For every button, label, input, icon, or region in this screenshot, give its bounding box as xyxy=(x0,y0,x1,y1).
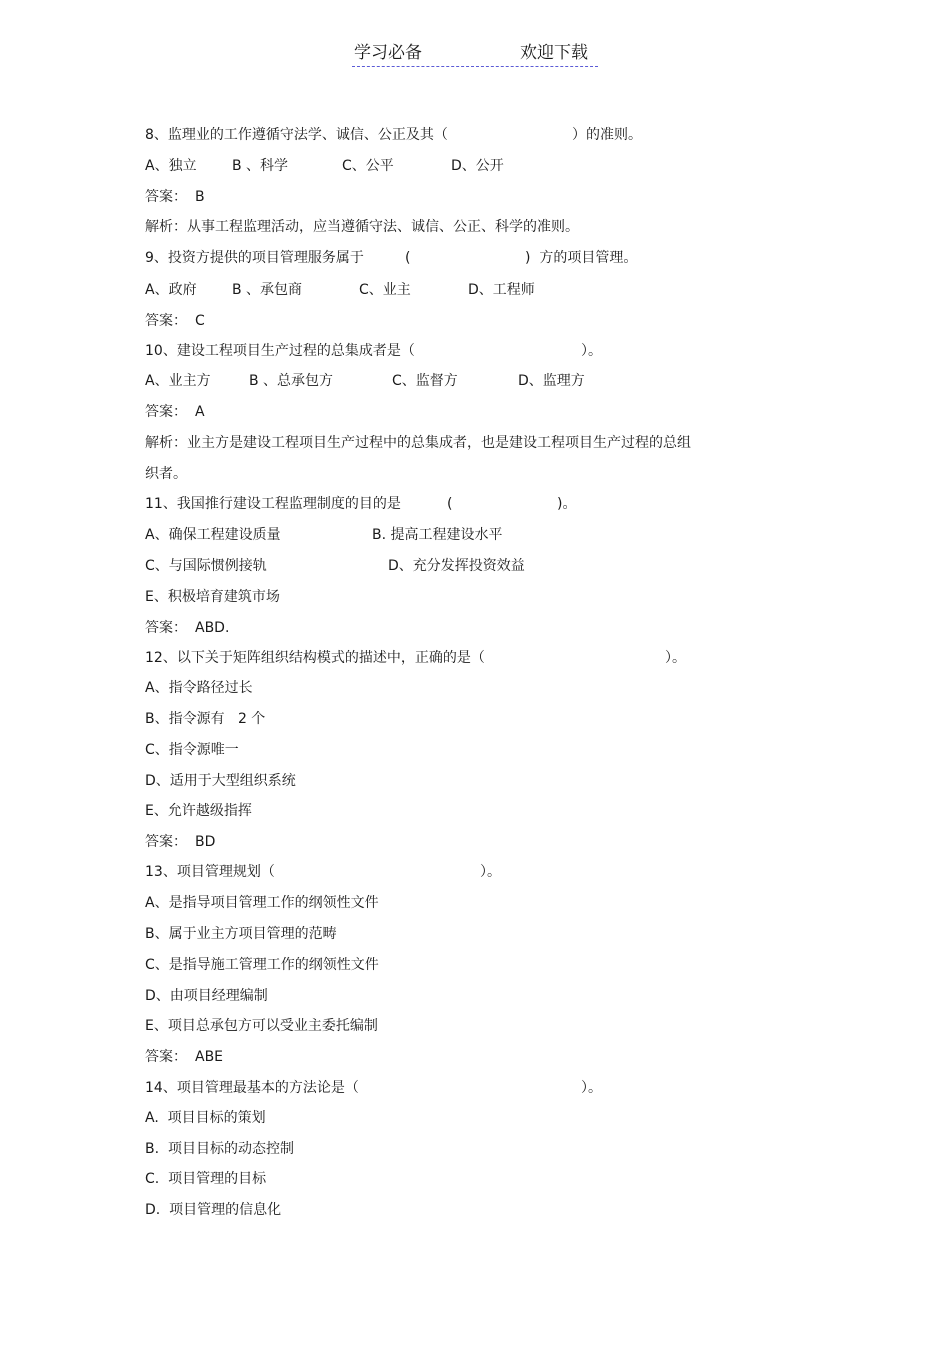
question-13-answer xyxy=(145,1047,224,1067)
answer-label: 答案： xyxy=(145,834,187,850)
question-13-option-c: C、是指导施工管理工作的纲领性文件 xyxy=(145,957,379,973)
question-12-option-a: A、指令路径过长 xyxy=(145,680,253,696)
question-12-option-d: D、适用于大型组织系统 xyxy=(145,773,296,789)
option-b: B 、总承包方 xyxy=(249,373,334,389)
question-8-answer xyxy=(145,187,205,207)
question-10-options xyxy=(145,371,585,391)
question-14-option-b: B. 项目目标的动态控制 xyxy=(145,1141,294,1157)
option-a: A、政府 xyxy=(145,282,197,298)
question-13-option-b: B、属于业主方项目管理的范畴 xyxy=(145,926,337,942)
question-stem: 12、以下关于矩阵组织结构模式的描述中，正确的是（ xyxy=(145,650,485,666)
question-10 xyxy=(145,341,602,361)
question-12-option-b: B、指令源有 2 个 xyxy=(145,711,266,727)
question-14-option-d: D. 项目管理的信息化 xyxy=(145,1202,282,1218)
question-12-answer xyxy=(145,832,216,852)
question-tail: )。 xyxy=(557,496,577,512)
answer-label: 答案： xyxy=(145,1049,187,1065)
option-a: A、独立 xyxy=(145,158,197,174)
question-12-option-e: E、允许越级指挥 xyxy=(145,803,252,819)
header-left-text: 学习必备 xyxy=(354,43,422,63)
option-b: B. 提高工程建设水平 xyxy=(372,527,503,543)
answer-label: 答案： xyxy=(145,313,187,329)
question-stem: 11、我国推行建设工程监理制度的目的是 xyxy=(145,496,401,512)
option-a: A、确保工程建设质量 xyxy=(145,527,281,543)
question-14 xyxy=(145,1078,602,1098)
option-b: B 、承包商 xyxy=(232,282,303,298)
option-d: D、监理方 xyxy=(518,373,585,389)
option-c: C、监督方 xyxy=(392,373,458,389)
question-tail: ) 方的项目管理。 xyxy=(525,250,638,266)
question-10-answer xyxy=(145,402,205,422)
answer-label: 答案： xyxy=(145,404,187,420)
answer-value: ABE xyxy=(195,1049,224,1065)
question-stem: 8、监理业的工作遵循守法学、诚信、公正及其（ xyxy=(145,127,448,143)
question-11-options-row-1 xyxy=(145,525,503,545)
question-open-paren: ( xyxy=(447,496,453,512)
answer-value: C xyxy=(195,313,205,329)
answer-label: 答案： xyxy=(145,189,187,205)
question-tail: ）。 xyxy=(480,864,501,880)
question-13 xyxy=(145,862,501,882)
question-tail: ）的准则。 xyxy=(572,127,642,143)
header-right-text: 欢迎下载 xyxy=(520,43,588,63)
question-stem: 9、投资方提供的项目管理服务属于 xyxy=(145,250,364,266)
option-c: C、与国际惯例接轨 xyxy=(145,558,267,574)
question-12-option-c: C、指令源唯一 xyxy=(145,742,239,758)
answer-value: B xyxy=(195,189,205,205)
question-stem: 10、建设工程项目生产过程的总集成者是（ xyxy=(145,343,415,359)
option-d: D、工程师 xyxy=(468,282,535,298)
question-8-options xyxy=(145,156,504,176)
question-tail: ）。 xyxy=(581,1080,602,1096)
question-9 xyxy=(145,248,638,268)
question-14-option-a: A. 项目目标的策划 xyxy=(145,1110,266,1126)
answer-value: BD xyxy=(195,834,216,850)
question-14-option-c: C. 项目管理的目标 xyxy=(145,1171,267,1187)
question-13-option-a: A、是指导项目管理工作的纲领性文件 xyxy=(145,895,379,911)
question-9-answer xyxy=(145,311,205,331)
question-11-option-e: E、积极培育建筑市场 xyxy=(145,589,280,605)
option-c: C、公平 xyxy=(342,158,394,174)
option-c: C、业主 xyxy=(359,282,411,298)
question-12 xyxy=(145,648,686,668)
question-11 xyxy=(145,494,577,514)
question-11-options-row-2 xyxy=(145,556,525,576)
question-10-analysis-line-1: 解析：业主方是建设工程项目生产过程中的总集成者，也是建设工程项目生产过程的总组 xyxy=(145,435,691,451)
answer-value: ABD. xyxy=(195,620,230,636)
question-8-analysis: 解析：从事工程监理活动，应当遵循守法、诚信、公正、科学的准则。 xyxy=(145,219,579,235)
question-stem: 13、项目管理规划（ xyxy=(145,864,275,880)
question-9-options xyxy=(145,280,535,300)
question-stem: 14、项目管理最基本的方法论是（ xyxy=(145,1080,359,1096)
option-d: D、公开 xyxy=(451,158,504,174)
question-open-paren: ( xyxy=(405,250,411,266)
page-header xyxy=(352,40,598,67)
question-tail: ）。 xyxy=(665,650,686,666)
question-13-option-e: E、项目总承包方可以受业主委托编制 xyxy=(145,1018,378,1034)
answer-value: A xyxy=(195,404,205,420)
question-11-answer xyxy=(145,618,230,638)
question-13-option-d: D、由项目经理编制 xyxy=(145,988,268,1004)
question-10-analysis-line-2: 织者。 xyxy=(145,466,187,482)
option-a: A、业主方 xyxy=(145,373,211,389)
question-tail: ）。 xyxy=(581,343,602,359)
option-d: D、充分发挥投资效益 xyxy=(388,558,525,574)
answer-label: 答案： xyxy=(145,620,187,636)
option-b: B 、科学 xyxy=(232,158,289,174)
question-8 xyxy=(145,125,642,145)
